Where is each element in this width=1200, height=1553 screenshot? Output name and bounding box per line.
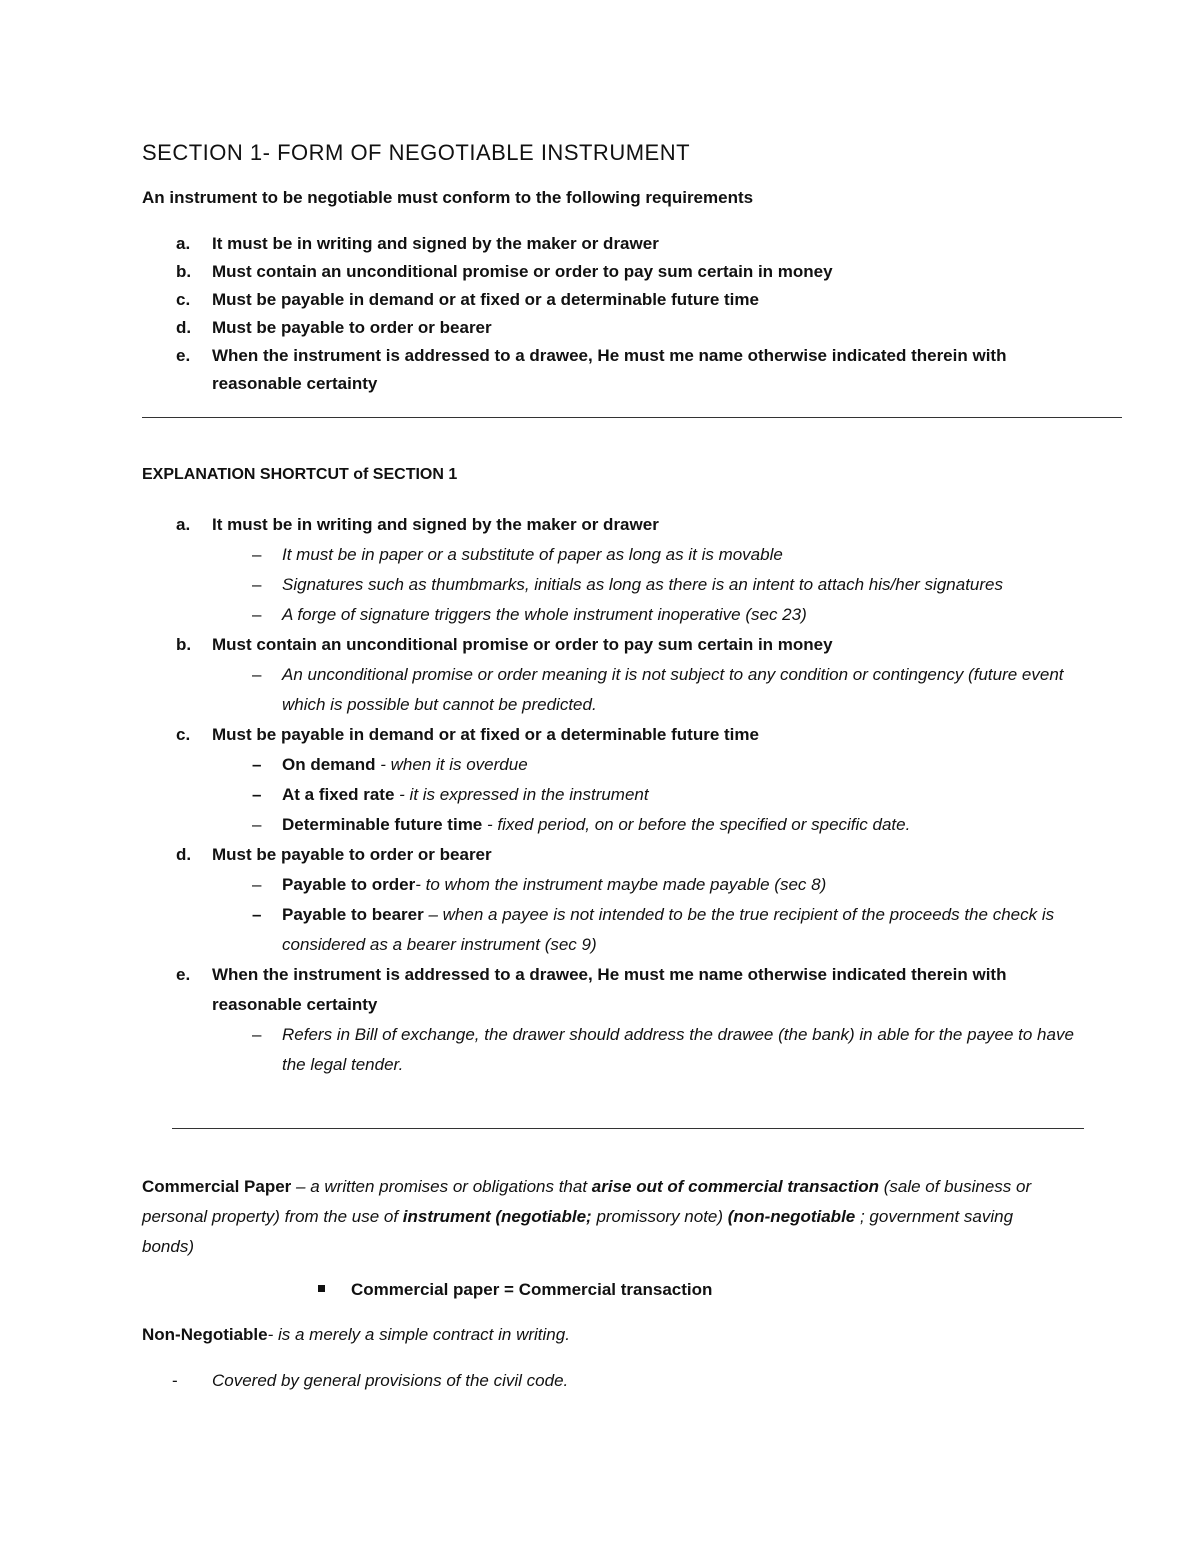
sub-item: – An unconditional promise or order meaning it is not subject to any condition or contingency (future event which is possible but cannot be predicted. bbox=[252, 665, 1064, 714]
list-item: d. Must be payable to order or bearer – Payable to order- to whom the instrument maybe made payable (sec 8) – Payable to bearer – when a payee is not intended to be the true recipient of the proceeds the check is considered as a bearer instrument (sec 9) bbox=[142, 840, 1082, 960]
bullet-line: Commercial paper = Commercial transaction bbox=[318, 1280, 712, 1300]
explanation-heading: EXPLANATION SHORTCUT of SECTION 1 bbox=[142, 466, 458, 483]
non-negotiable-definition: Non-Negotiable- is a merely a simple contract in writing. bbox=[142, 1325, 570, 1344]
requirements-list bbox=[142, 230, 1082, 398]
horizontal-rule bbox=[142, 417, 1122, 418]
sub-item: – Signatures such as thumbmarks, initials as long as there is an intent to attach his/her signatures bbox=[252, 575, 1003, 594]
list-item: e. When the instrument is addressed to a drawee, He must me name otherwise indicated therein with reasonable certainty – Refers in Bill of exchange, the drawer should address the drawee (the bank) in able for the payee to have the legal tender. bbox=[142, 960, 1082, 1080]
horizontal-rule bbox=[172, 1128, 1084, 1129]
list-item: d. Must be payable to order or bearer bbox=[176, 318, 492, 337]
sub-item: – Refers in Bill of exchange, the drawer should address the drawee (the bank) in able for the payee to have the legal tender. bbox=[252, 1025, 1074, 1074]
sub-item: – Payable to bearer – when a payee is not intended to be the true recipient of the proceeds the check is considered as a bearer instrument (sec 9) bbox=[252, 905, 1055, 954]
list-item: a. It must be in writing and signed by the maker or drawer – It must be in paper or a substitute of paper as long as it is movable – Signatures such as thumbmarks, initials as long as there is an intent to attach his/her signatures – A forge of signature triggers the whole instrument inoperative (sec 23) bbox=[142, 510, 1082, 630]
sub-item: – A forge of signature triggers the whole instrument inoperative (sec 23) bbox=[252, 605, 807, 624]
list-item: b. Must contain an unconditional promise or order to pay sum certain in money bbox=[176, 262, 833, 281]
list-item: b. Must contain an unconditional promise or order to pay sum certain in money – An unconditional promise or order meaning it is not subject to any condition or contingency (future event which is possible but cannot be predicted. bbox=[142, 630, 1082, 720]
list-item: e. When the instrument is addressed to a drawee, He must me name otherwise indicated therein with reasonable certainty bbox=[176, 346, 1007, 393]
section-title: SECTION 1- FORM OF NEGOTIABLE INSTRUMENT bbox=[142, 140, 691, 165]
non-negotiable-item: - Covered by general provisions of the civil code. bbox=[172, 1371, 569, 1390]
sub-item: – It must be in paper or a substitute of paper as long as it is movable bbox=[252, 545, 783, 564]
list-item: c. Must be payable in demand or at fixed or a determinable future time bbox=[176, 290, 759, 309]
sub-item: – Payable to order- to whom the instrument maybe made payable (sec 8) bbox=[252, 875, 827, 894]
sub-item: – On demand - when it is overdue bbox=[252, 755, 528, 774]
commercial-paper-definition: Commercial Paper – a written promises or obligations that arise out of commercial transaction (sale of business or personal property) from the use of instrument (negotiable; promissory note) (non-negotiable ; government saving bonds) bbox=[142, 1177, 1032, 1256]
explanation-list bbox=[142, 510, 1082, 1080]
list-item: c. Must be payable in demand or at fixed or a determinable future time – On demand - when it is overdue – At a fixed rate - it is expressed in the instrument – Determinable future time - fixed period, on or before the specified or specific date. bbox=[142, 720, 1082, 840]
list-item: a. It must be in writing and signed by the maker or drawer bbox=[176, 234, 659, 253]
sub-item: – Determinable future time - fixed period, on or before the specified or specific date. bbox=[252, 815, 911, 834]
square-bullet-icon bbox=[318, 1285, 325, 1292]
sub-item: – At a fixed rate - it is expressed in the instrument bbox=[252, 785, 649, 804]
requirements-lead: An instrument to be negotiable must conform to the following requirements bbox=[142, 188, 754, 207]
